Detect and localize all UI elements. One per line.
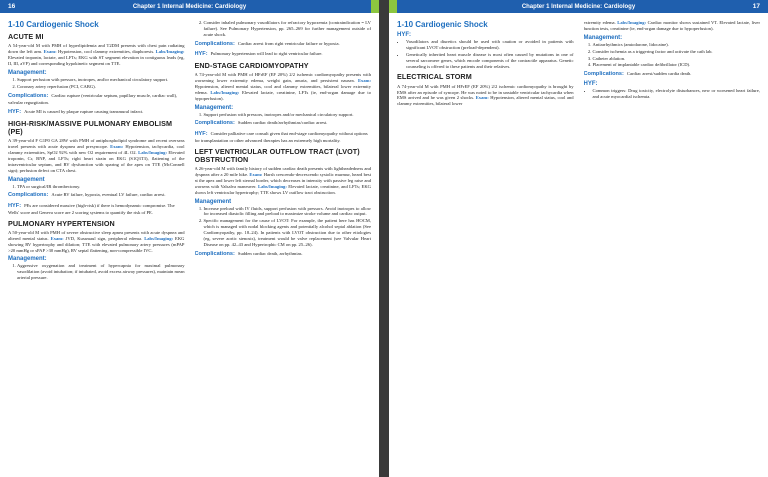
subheading: HYF: — [397, 32, 411, 38]
paragraph-text: A 74-year-old M with PMH of HFrEF (EF 20%) 2/2 ischemic cardiomyopathy presents with worsening lower extremity edema, weight gain, anuria, and persistent nausea. — [194, 72, 371, 84]
labeled-note — [195, 41, 372, 48]
numbered-list — [8, 263, 185, 281]
list-item: 2. Coronary artery reperfusion (PCI, CABG). — [17, 84, 185, 90]
paragraph-text: A 26-year-old M with family history of sudden cardiac death presents with lightheadedness and dyspnea after a 20 mile hike. — [194, 166, 371, 178]
labeled-note — [8, 109, 185, 116]
keyword-label: Exam: — [43, 49, 57, 55]
chapter-title: 1-10 Cardiogenic Shock — [397, 20, 488, 29]
list-item: 3. Catheter ablation. — [593, 56, 761, 62]
case-paragraph — [8, 230, 185, 254]
running-header: Chapter 1 Internal Medicine: Cardiology — [132, 3, 247, 10]
section-heading: ELECTRICAL STORM — [397, 72, 472, 82]
paragraph-text: A 39-year-old F G1P0 GA 28W with PMH of antiphospholipid syndrome and recent overseas travel presents with acute dyspnea and presyncope. — [8, 138, 185, 150]
numbered-list — [195, 112, 372, 118]
note-text: Sudden cardiac death/arrhythmias/cardiac arrest. — [237, 120, 328, 126]
keyword-label: Labs/Imaging: — [155, 49, 185, 55]
paragraph-text: A 74-year-old M with PMH of HFrEF (EF 20%) 2/2 ischemic cardiomyopathy is brought by EMS after an episode of syncope. He was noted to be in unstable ventricular tachycardia when EMS arrived and he was given 2 shocks. — [397, 83, 574, 101]
subheading: Management — [194, 198, 232, 205]
header-accent — [389, 0, 397, 13]
subheading: Management: — [8, 256, 47, 263]
numbered-list — [8, 184, 185, 190]
left-page — [0, 0, 379, 477]
paragraph-text: Hypotension, altered mental status, cool and clammy extremities, bilateral lower extremity edema. — [194, 83, 371, 95]
case-paragraph — [195, 72, 372, 101]
case-paragraph — [8, 43, 185, 67]
paragraph-text: Cardiac monitor shows sustained VT. Elevated lactate, liver function tests, creatinine (ie, end-organ damage due to hypoperfusion). — [583, 20, 760, 31]
keyword-label: Labs/Imaging: — [138, 150, 167, 156]
labeled-note — [195, 51, 372, 58]
keyword-label: Exam: — [357, 78, 371, 84]
numbered-list — [8, 77, 185, 90]
keyword-label: Exam: — [50, 235, 64, 241]
list-item: 2. Specific management for the cause of LVOT: For example, the patient here has HOCM, which is managed with nodal blocking agents and potentially alcohol septal ablation (See Cardiomyopathy, pp. 18–24). In patients with LVOT obstruction due to other etiologies (eg, severe aortic stenosis), treatment would be valve replacement (see Valvular Heart Disease on pp. 42–43 and Hypertrophic CM on pp. 25–26). — [204, 218, 372, 247]
note-text: Cardiac rupture (ventricular septum, papillary muscle, cardiac wall), valvular regurgitation. — [8, 92, 178, 105]
bullet-list — [397, 39, 574, 69]
left-page-column-2 — [195, 20, 372, 473]
numbered-list — [195, 206, 372, 248]
paragraph-text: A 54-year-old M with PMH of hyperlipidemia and T2DM presents with chest pain radiating down the left arm. — [8, 43, 185, 55]
paragraph-text: Hypotension, altered mental status, cool and clammy extremities, bilateral lower — [397, 95, 574, 107]
subheading: Management — [8, 176, 45, 183]
labeled-note — [584, 71, 761, 78]
note-text: Consider palliative care consult given that end-stage cardiomyopathy without options for transplantation or other advanced therapies has an extremely high mortality. — [194, 130, 368, 143]
list-item: • Vasodilators and diuretics should be used with caution or avoided in patients with significant LVOT obstruction (preload-dependent). — [406, 39, 574, 51]
page-header-band — [0, 0, 379, 13]
list-item: 4. Placement of implantable cardiac defibrillator (ICD). — [593, 62, 761, 68]
labeled-note — [195, 120, 372, 127]
case-paragraph — [195, 166, 372, 195]
numbered-list — [195, 20, 372, 38]
section-heading: PULMONARY HYPERTENSION — [8, 218, 115, 228]
paragraph-text: EKG showing RV hypertrophy and dilation; TTE with elevated pulmonary artery pressures (mPAP >20 mmHg or sPAP >30 mmHg), RV septal flattening, non-compressible IVC. — [8, 235, 185, 253]
list-item: • Common triggers: Drug toxicity, electrolyte disturbances, new or worsened heart failure, and acute myocardial ischemia. — [593, 88, 761, 100]
keyword-label: Labs/Imaging: — [144, 235, 174, 241]
note-text: Cardiac arrest from right ventricular failure or hypoxia. — [237, 40, 340, 46]
case-paragraph — [397, 84, 574, 108]
note-text: Cardiac arrest/sudden cardia death. — [626, 71, 692, 77]
note-text: Acute RV failure, hypoxia, eventual LV failure, cardiac arrest. — [51, 192, 166, 198]
paragraph-text: Harsh crescendo-decrescendo systolic murmur, heard best at the apex and lower left sternal border, which decreases in intensity with passive leg raise and worsens with Valsalva maneuver. — [194, 172, 371, 189]
section-heading: HIGH-RISK/MASSIVE PULMONARY EMBOLISM (PE) — [8, 118, 173, 136]
list-item: 1. Antiarrhythmics (amiodarone, lidocaine). — [593, 42, 761, 48]
numbered-list — [584, 42, 761, 69]
list-item: 1. Increase preload with IV fluids, support perfusion with pressors. Avoid inotropes to allow for increased diastolic filling and preload to maximize stroke volume and cardiac output. — [204, 206, 372, 218]
labeled-note — [8, 192, 185, 199]
chapter-title: 1-10 Cardiogenic Shock — [8, 20, 99, 29]
keyword-label: Labs/Imaging: — [617, 20, 647, 25]
labeled-note — [195, 131, 372, 144]
subheading: Management: — [8, 69, 47, 76]
subheading: HYF: — [583, 81, 598, 88]
section-heading: END-STAGE CARDIOMYOPATHY — [194, 60, 309, 70]
subheading: Management: — [583, 34, 623, 41]
labeled-note — [8, 203, 185, 216]
note-label: Complications: — [194, 120, 235, 127]
keyword-label: Exam: — [249, 172, 263, 178]
list-item: 1. Support perfusion with pressors, inotropes and/or mechanical circulatory support. — [204, 112, 372, 118]
keyword-label: Labs/Imaging: — [258, 183, 287, 189]
case-paragraph — [584, 20, 761, 32]
note-label: Complications: — [8, 92, 49, 99]
note-label: Complications: — [194, 40, 235, 47]
right-page-column-2 — [584, 20, 761, 473]
keyword-label: Exam: — [475, 95, 489, 101]
paragraph-text: Elevated troponin, Cr, BNP, and LFTs; right heart strain on EKG (S1Q3T3), flattening of the intraventricular septum, and RV dysfunction with sparing of the apex on TTE (McConnell sign); perfusion defect on CTA chest. — [8, 150, 185, 173]
note-label: HYF: — [194, 130, 208, 137]
paragraph-text: extremity edema. — [583, 20, 618, 25]
note-label: Complications: — [194, 250, 235, 257]
right-page — [389, 0, 768, 477]
list-item: 1. Support perfusion with pressors, inotropes, and/or mechanical circulatory support. — [17, 77, 185, 83]
paragraph-text: Elevated troponin, lactate, and LFTs; EKG with ST segment elevation in contiguous leads (eg, II, III, aVF) and corresponding hypokinetic segment on TTE. — [8, 55, 185, 66]
running-header: Chapter 1 Internal Medicine: Cardiology — [521, 3, 636, 10]
note-label: Complications: — [8, 192, 49, 199]
list-item: 1. TPA or surgical/IR thrombectomy. — [17, 184, 185, 190]
note-label: HYF: — [8, 108, 22, 115]
list-item: • Genetically inherited heart muscle disease is most often caused by mutations in one of several sarcomere genes, which encode components of the contractile apparatus. Genetic counseling is offered to these patients and their relatives. — [406, 52, 574, 70]
page-number: 16 — [8, 3, 16, 10]
right-page-column-1 — [397, 20, 574, 473]
note-text: Sudden cardiac death, arrhythmias. — [237, 250, 303, 256]
note-text: PEs are considered massive (high-risk) if there is hemodynamic compromise. The Wells' score and Geneva score are 2 scoring systems to quantify the risk of PE. — [8, 202, 175, 215]
list-item: 2. Consider ischemia as a triggering factor and activate the cath lab. — [593, 49, 761, 55]
paragraph-text: Elevated lactate, creatinine, LFTs (ie, end-organ damage due to hypoperfusion). — [194, 89, 371, 101]
case-paragraph — [8, 138, 185, 173]
note-label: Complications: — [583, 71, 624, 78]
subheading: Management: — [194, 104, 234, 111]
note-label: HYF: — [8, 202, 22, 209]
list-item: 2. Consider inhaled pulmonary vasodilators for refractory hypoxemia (contraindication = LV failure). See Pulmonary Hypertension, pp. 265–269 for further management outside of acute shock. — [204, 20, 372, 38]
paragraph-text: JVD, Kussmaul sign, peripheral edema. — [63, 235, 145, 241]
paragraph-text: Elevated lactate, creatinine, and LFTs; EKG shows left ventricular hypertrophy; TTE shows LV outflow tract obstruction. — [194, 183, 371, 195]
paragraph-text: Hypotension, cool clammy extremities, diaphoresis. — [56, 49, 156, 55]
list-item: 1. Aggressive oxygenation and treatment of hypercapnia for maximal pulmonary vasodilation (avoid intubation; if intubated, avoid excess airway pressures), maintain mean arterial pressure. — [17, 263, 185, 281]
note-text: Acute MI is caused by plaque rupture causing transmural infarct. — [24, 108, 144, 114]
section-heading: LEFT VENTRICULAR OUTFLOW TRACT (LVOT) OBSTRUCTION — [194, 146, 360, 164]
left-page-column-1 — [8, 20, 185, 473]
labeled-note — [8, 93, 185, 106]
paragraph-text: Hypotension, tachycardia, cool clammy extremities, SpO2 92% with new O2 requirement of 4L O2. — [8, 144, 185, 156]
page-header-band — [389, 0, 768, 13]
bullet-list — [584, 88, 761, 100]
keyword-label: Labs/Imaging: — [210, 89, 240, 95]
page-number: 17 — [752, 3, 760, 10]
keyword-label: Exam: — [110, 144, 124, 150]
paragraph-text: A 50-year-old M with PMH of severe obstructive sleep apnea presents with acute dyspnea and altered mental status. — [8, 229, 185, 241]
labeled-note — [195, 251, 372, 258]
note-label: HYF: — [194, 50, 208, 57]
book-gutter — [379, 0, 389, 477]
note-text: Pulmonary hypertension will lead to right ventricular failure. — [210, 50, 323, 56]
section-heading: ACUTE MI — [8, 32, 44, 41]
header-accent — [371, 0, 379, 13]
